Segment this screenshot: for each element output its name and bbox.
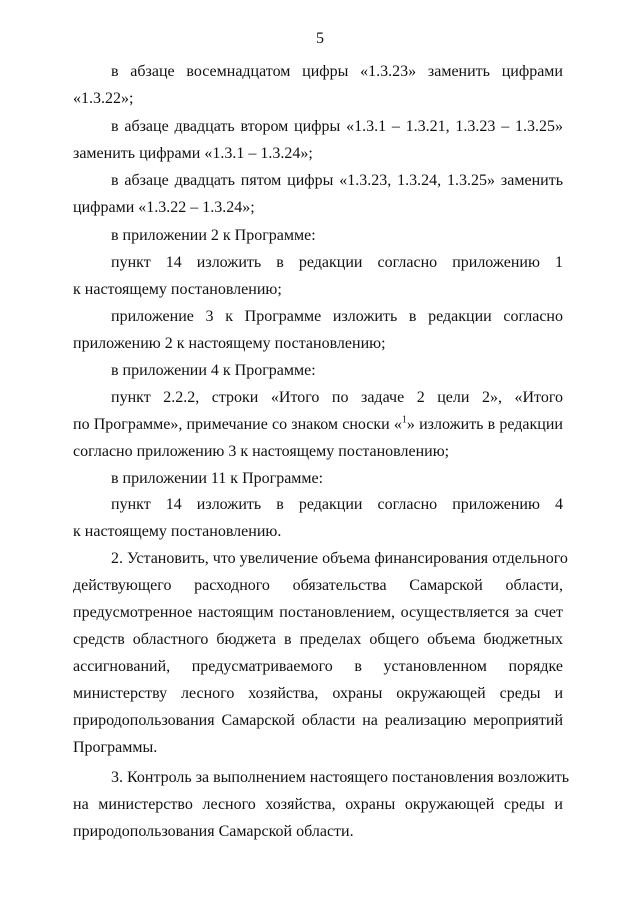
- paragraph: [73, 491, 563, 545]
- paragraph: [73, 384, 563, 465]
- text-line: пункт 2.2.2, строки «Итого по задаче 2 цели 2», «Итого: [111, 389, 563, 406]
- text-fragment: » изложить в редакции: [406, 416, 563, 433]
- text-line: в абзаце восемнадцатом цифры «1.3.23» заменить цифрами: [111, 63, 563, 80]
- text-line: Программы.: [73, 739, 158, 756]
- text-line: заменить цифрами «1.3.1 – 1.3.24»;: [73, 145, 313, 162]
- text-line: пункт 14 изложить в редакции согласно приложению 1: [111, 254, 563, 271]
- text-line: предусмотренное настоящим постановлением, осуществляется за счет: [73, 604, 563, 621]
- text-line: в приложении 11 к Программе:: [111, 470, 324, 487]
- text-line: цифрами «1.3.22 – 1.3.24»;: [73, 199, 255, 216]
- text-line: к настоящему постановлению;: [73, 281, 282, 298]
- text-line: природопользования Самарской области на реализацию мероприятий: [73, 712, 563, 729]
- text-line: средств областного бюджета в пределах общего объема бюджетных: [73, 631, 563, 648]
- paragraph: [73, 764, 570, 845]
- footnote-mark: 1: [401, 414, 407, 426]
- paragraph: [73, 58, 563, 112]
- paragraph: [73, 357, 563, 384]
- text-line: в приложении 2 к Программе:: [111, 227, 316, 244]
- text-line: министерству лесного хозяйства, охраны окружающей среды и: [73, 685, 563, 702]
- text-line: 2. Установить, что увеличение объема финансирования отдельного: [111, 550, 568, 567]
- paragraph: [73, 249, 563, 303]
- paragraph: [73, 167, 563, 221]
- text-line: «1.3.22»;: [73, 90, 134, 107]
- paragraph: [73, 465, 563, 492]
- text-line: в абзаце двадцать втором цифры «1.3.1 – 1.3.21, 1.3.23 – 1.3.25»: [111, 118, 563, 135]
- text-line: 3. Контроль за выполнением настоящего постановления возложить: [111, 769, 570, 786]
- text-line: [73, 411, 563, 438]
- text-line: приложение 3 к Программе изложить в редакции согласно: [111, 308, 563, 325]
- text-line: приложению 2 к настоящему постановлению;: [73, 335, 386, 352]
- text-line: согласно приложению 3 к настоящему постановлению;: [73, 443, 450, 460]
- text-line: ассигнований, предусматриваемого в установленном порядке: [73, 658, 563, 675]
- text-line: пункт 14 изложить в редакции согласно приложению 4: [111, 496, 563, 513]
- paragraph: [73, 545, 568, 761]
- page-number: 5: [316, 30, 324, 47]
- paragraph: [73, 222, 563, 249]
- text-line: к настоящему постановлению.: [73, 523, 282, 540]
- text-line: в приложении 4 к Программе:: [111, 362, 316, 379]
- text-line: в абзаце двадцать пятом цифры «1.3.23, 1.3.24, 1.3.25» заменить: [111, 172, 563, 189]
- text-line: на министерство лесного хозяйства, охраны окружающей среды и: [73, 796, 563, 813]
- text-line: природопользования Самарской области.: [73, 823, 354, 840]
- paragraph: [73, 303, 563, 357]
- text-fragment: по Программе», примечание со знаком сноски «: [73, 416, 402, 433]
- text-line: действующего расходного обязательства Самарской области,: [73, 577, 563, 594]
- paragraph: [73, 113, 563, 167]
